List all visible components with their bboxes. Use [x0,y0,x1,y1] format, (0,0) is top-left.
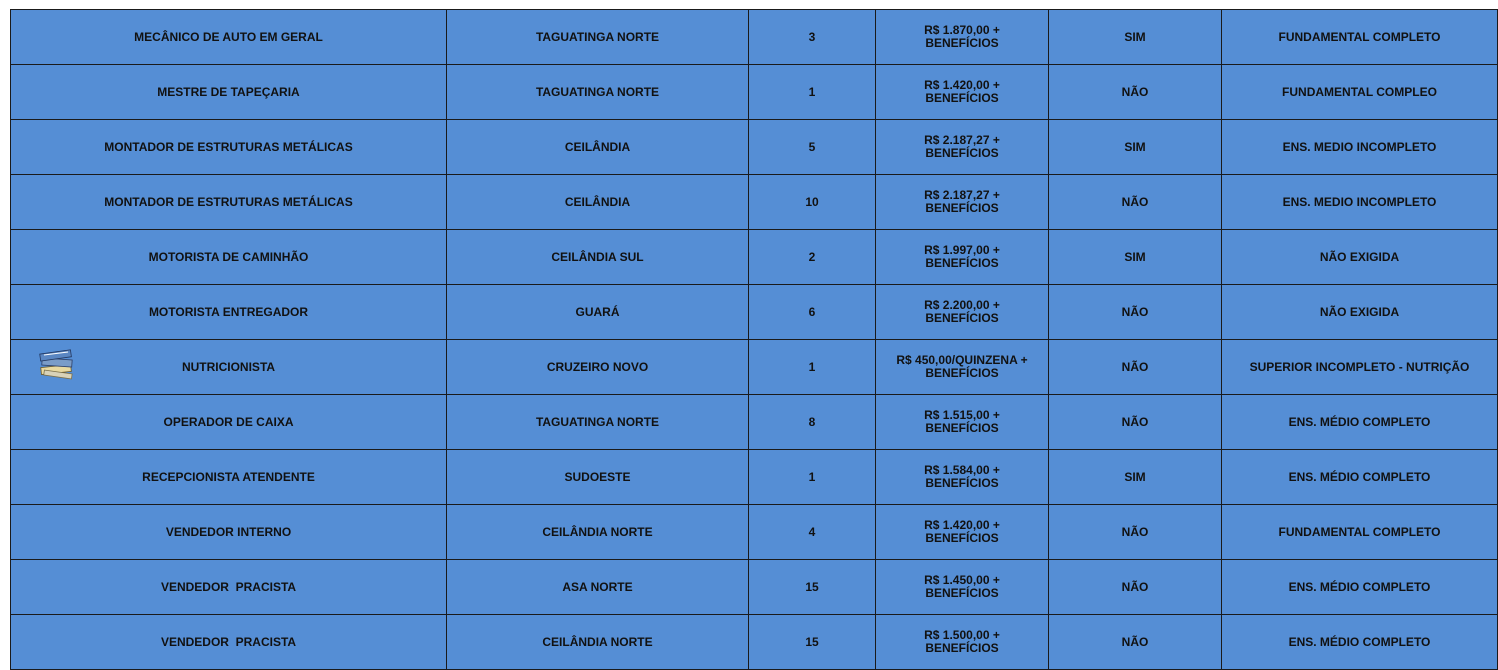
flag-cell: SIM [1049,10,1222,65]
salary-amount: R$ 1.584,00 + [924,463,1000,477]
salary-cell [876,10,1049,65]
education-cell: NÃO EXIGIDA [1222,285,1498,340]
role-label: NUTRICIONISTA [181,359,276,374]
salary-amount: R$ 1.420,00 + [924,518,1000,532]
flag-cell: NÃO [1049,285,1222,340]
role-cell: MESTRE DE TAPEÇARIA [11,65,447,120]
role-cell [11,340,447,395]
table-row [11,615,1498,670]
vacancies-cell: 15 [749,615,876,670]
location-cell: CEILÂNDIA [447,175,749,230]
role-cell: MOTORISTA ENTREGADOR [11,285,447,340]
education-cell: ENS. MÉDIO COMPLETO [1222,395,1498,450]
role-cell: MONTADOR DE ESTRUTURAS METÁLICAS [11,175,447,230]
job-listings-grid [10,9,1497,670]
salary-cell [876,340,1049,395]
role-cell: MOTORISTA DE CAMINHÃO [11,230,447,285]
salary-cell [876,120,1049,175]
education-cell: SUPERIOR INCOMPLETO - NUTRIÇÃO [1222,340,1498,395]
education-cell: FUNDAMENTAL COMPLETO [1222,505,1498,560]
job-listings-table [10,9,1498,670]
role-cell: VENDEDOR PRACISTA [11,560,447,615]
location-cell: CRUZEIRO NOVO [447,340,749,395]
salary-benefits: BENEFÍCIOS [925,476,999,490]
salary-benefits: BENEFÍCIOS [925,641,999,655]
salary-benefits: BENEFÍCIOS [925,36,999,50]
vacancies-cell: 1 [749,340,876,395]
flag-cell: NÃO [1049,340,1222,395]
salary-amount: R$ 1.420,00 + [924,78,1000,92]
role-cell: RECEPCIONISTA ATENDENTE [11,450,447,505]
salary-amount: R$ 450,00/QUINZENA + [896,353,1028,367]
salary-amount: R$ 2.187,27 + [924,133,1000,147]
table-row [11,395,1498,450]
salary-amount: R$ 1.515,00 + [924,408,1000,422]
salary-amount: R$ 1.870,00 + [924,23,1000,37]
salary-benefits: BENEFÍCIOS [925,256,999,270]
books-icon [38,346,78,380]
flag-cell: NÃO [1049,615,1222,670]
table-row [11,450,1498,505]
salary-amount: R$ 2.200,00 + [924,298,1000,312]
flag-cell: SIM [1049,230,1222,285]
flag-cell: SIM [1049,120,1222,175]
role-cell: MONTADOR DE ESTRUTURAS METÁLICAS [11,120,447,175]
flag-cell: NÃO [1049,505,1222,560]
location-cell: CEILÂNDIA NORTE [447,615,749,670]
education-cell: ENS. MEDIO INCOMPLETO [1222,120,1498,175]
salary-cell [876,230,1049,285]
salary-amount: R$ 1.997,00 + [924,243,1000,257]
salary-cell [876,285,1049,340]
salary-cell [876,395,1049,450]
vacancies-cell: 8 [749,395,876,450]
vacancies-cell: 6 [749,285,876,340]
flag-cell: NÃO [1049,65,1222,120]
flag-cell: NÃO [1049,395,1222,450]
location-cell: TAGUATINGA NORTE [447,65,749,120]
salary-benefits: BENEFÍCIOS [925,146,999,160]
table-row [11,560,1498,615]
salary-cell [876,505,1049,560]
flag-cell: SIM [1049,450,1222,505]
salary-cell [876,615,1049,670]
vacancies-cell: 1 [749,65,876,120]
table-row [11,175,1498,230]
location-cell: CEILÂNDIA NORTE [447,505,749,560]
table-row [11,120,1498,175]
education-cell: NÃO EXIGIDA [1222,230,1498,285]
salary-benefits: BENEFÍCIOS [925,421,999,435]
salary-cell [876,560,1049,615]
role-cell: OPERADOR DE CAIXA [11,395,447,450]
vacancies-cell: 3 [749,10,876,65]
vacancies-cell: 2 [749,230,876,285]
table-row [11,230,1498,285]
role-cell: VENDEDOR INTERNO [11,505,447,560]
salary-amount: R$ 1.500,00 + [924,628,1000,642]
role-cell: VENDEDOR PRACISTA [11,615,447,670]
location-cell: CEILÂNDIA [447,120,749,175]
salary-benefits: BENEFÍCIOS [925,586,999,600]
location-cell: TAGUATINGA NORTE [447,10,749,65]
salary-benefits: BENEFÍCIOS [925,366,999,380]
salary-cell [876,65,1049,120]
table-row [11,285,1498,340]
table-row [11,505,1498,560]
vacancies-cell: 10 [749,175,876,230]
location-cell: SUDOESTE [447,450,749,505]
flag-cell: NÃO [1049,175,1222,230]
salary-benefits: BENEFÍCIOS [925,311,999,325]
education-cell: FUNDAMENTAL COMPLETO [1222,10,1498,65]
salary-benefits: BENEFÍCIOS [925,91,999,105]
salary-benefits: BENEFÍCIOS [925,201,999,215]
salary-benefits: BENEFÍCIOS [925,531,999,545]
table-row [11,340,1498,395]
education-cell: ENS. MÉDIO COMPLETO [1222,450,1498,505]
vacancies-cell: 1 [749,450,876,505]
location-cell: TAGUATINGA NORTE [447,395,749,450]
vacancies-cell: 5 [749,120,876,175]
salary-cell [876,175,1049,230]
table-row [11,10,1498,65]
location-cell: ASA NORTE [447,560,749,615]
education-cell: ENS. MÉDIO COMPLETO [1222,615,1498,670]
location-cell: CEILÂNDIA SUL [447,230,749,285]
salary-cell [876,450,1049,505]
vacancies-cell: 4 [749,505,876,560]
location-cell: GUARÁ [447,285,749,340]
education-cell: ENS. MEDIO INCOMPLETO [1222,175,1498,230]
salary-amount: R$ 1.450,00 + [924,573,1000,587]
education-cell: FUNDAMENTAL COMPLEO [1222,65,1498,120]
role-cell: MECÂNICO DE AUTO EM GERAL [11,10,447,65]
flag-cell: NÃO [1049,560,1222,615]
salary-amount: R$ 2.187,27 + [924,188,1000,202]
education-cell: ENS. MÉDIO COMPLETO [1222,560,1498,615]
table-row [11,65,1498,120]
vacancies-cell: 15 [749,560,876,615]
